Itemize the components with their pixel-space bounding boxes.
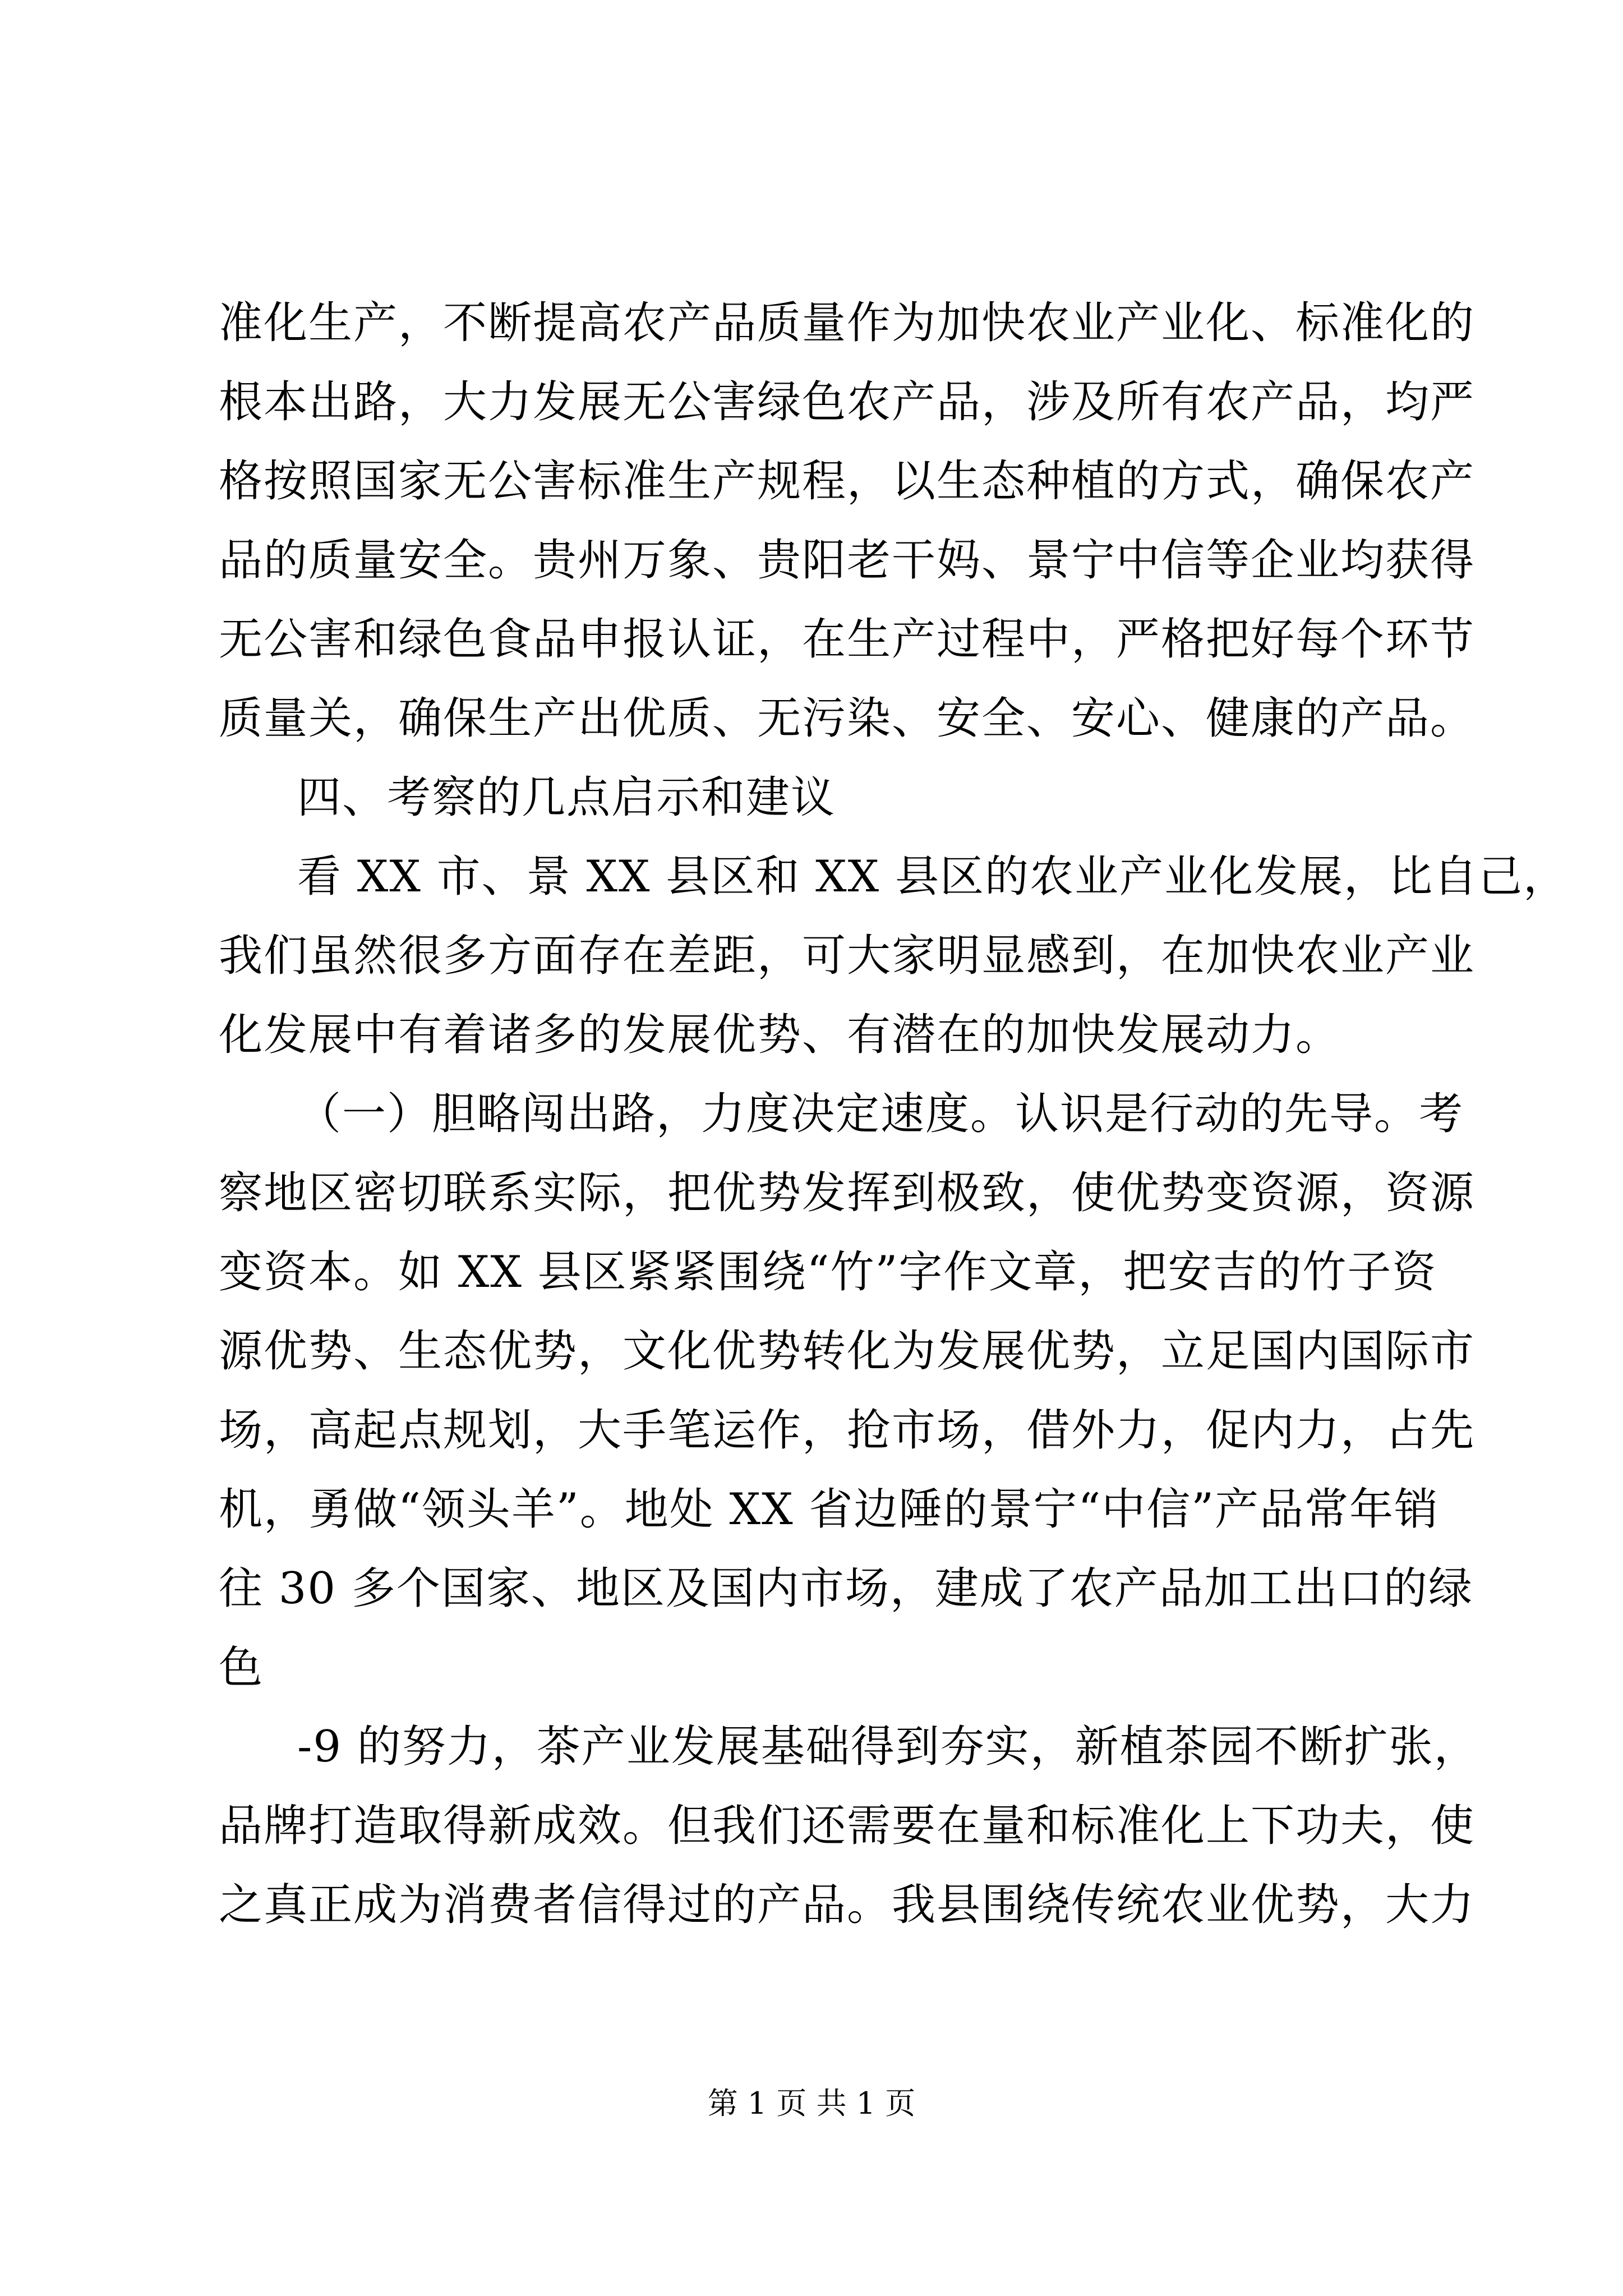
page-footer: 第 1 页 共 1 页 — [707, 2086, 916, 2121]
paragraph-start: -9 的努力，茶产业发展基础得到夯实，新植茶园不断扩张， — [297, 1722, 1479, 1772]
text-line: 品牌打造取得新成效。但我们还需要在量和标准化上下功夫，使 — [219, 1801, 1476, 1851]
text-line: 我们虽然很多方面存在差距，可大家明显感到，在加快农业产业 — [219, 931, 1476, 981]
section-heading: 四、考察的几点启示和建议 — [297, 772, 836, 823]
text-line: 场，高起点规划，大手笔运作，抢市场，借外力，促内力，占先 — [219, 1405, 1476, 1456]
text-line: 源优势、生态优势，文化优势转化为发展优势，立足国内国际市 — [219, 1326, 1476, 1377]
text-line: 质量关，确保生产出优质、无污染、安全、安心、健康的产品。 — [219, 693, 1476, 744]
text-line: 化发展中有着诸多的发展优势、有潜在的加快发展动力。 — [219, 1010, 1341, 1060]
text-line: 之真正成为消费者信得过的产品。我县围绕传统农业优势，大力 — [219, 1880, 1476, 1930]
text-line: 察地区密切联系实际，把优势发挥到极致，使优势变资源，资源 — [219, 1168, 1476, 1218]
text-line: 色 — [219, 1642, 264, 1693]
text-line: 根本出路，大力发展无公害绿色农产品，涉及所有农产品，均严 — [219, 377, 1476, 427]
text-line: 往 30 多个国家、地区及国内市场，建成了农产品加工出口的绿 — [219, 1563, 1473, 1614]
subsection-heading: （一）胆略闯出路，力度决定速度。认识是行动的先导。考 — [297, 1089, 1464, 1139]
text-line: 品的质量安全。贵州万象、贵阳老干妈、景宁中信等企业均获得 — [219, 535, 1476, 586]
text-line: 变资本。如 XX 县区紧紧围绕“竹”字作文章，把安吉的竹子资 — [219, 1247, 1437, 1297]
text-line: 无公害和绿色食品申报认证，在生产过程中，严格把好每个环节 — [219, 614, 1476, 665]
text-line: 机，勇做“领头羊”。地处 XX 省边陲的景宁“中信”产品常年销 — [219, 1484, 1440, 1535]
text-line: 准化生产，不断提高农产品质量作为加快农业产业化、标准化的 — [219, 298, 1476, 348]
paragraph-start: 看 XX 市、景 XX 县区和 XX 县区的农业产业化发展，比自己， — [297, 852, 1568, 902]
text-line: 格按照国家无公害标准生产规程，以生态种植的方式，确保农产 — [219, 456, 1476, 507]
